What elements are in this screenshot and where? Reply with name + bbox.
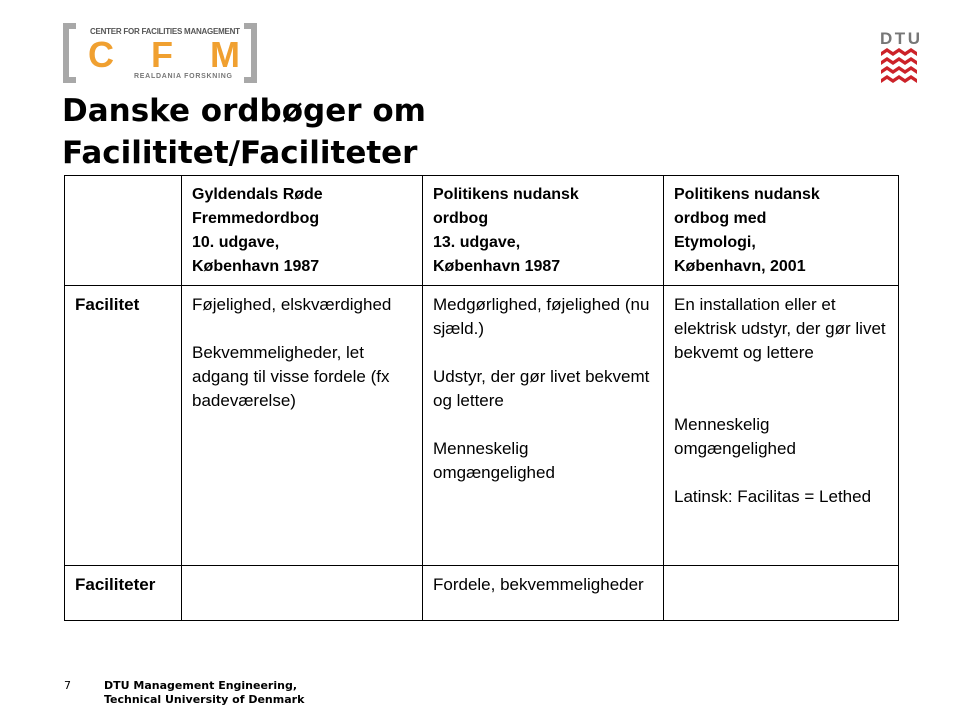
dtu-logo-text: DTU — [880, 29, 920, 48]
table-cell: En installation eller et elektrisk udstyr, der gør livet bekvemt og lettere Menneskelig omgængelighed Latinsk: Facilitas = Lethed — [664, 286, 899, 566]
table-cell: Føjelighed, elskværdighed Bekvemmeligheder, let adgang til visse fordele (fx badeværelse) — [182, 286, 423, 566]
cfm-logo-bottom-text: REALDANIA FORSKNING — [134, 73, 232, 80]
table-row — [65, 286, 899, 566]
table-row — [65, 566, 899, 621]
row-label-faciliteter: Faciliteter — [65, 566, 182, 621]
table-cell — [664, 566, 899, 621]
table-header-row — [65, 176, 899, 286]
table-cell: Fordele, bekvemmeligheder — [423, 566, 664, 621]
page-title — [62, 90, 426, 174]
dictionary-table — [64, 175, 899, 621]
footer-institution — [104, 679, 304, 707]
cfm-logo-top-text: CENTER FOR FACILITIES MANAGEMENT — [90, 27, 240, 36]
row-label-facilitet: Facilitet — [65, 286, 182, 566]
table-cell: Medgørlighed, føjelighed (nu sjæld.) Udstyr, der gør livet bekvemt og lettere Menneskelig omgængelighed — [423, 286, 664, 566]
table-cell — [182, 566, 423, 621]
cfm-logo-main-text: CFM — [88, 34, 240, 75]
footer-line-1: DTU Management Engineering, — [104, 679, 298, 692]
header-cell-politiken-2001: Politikens nudansk ordbog med Etymologi, København, 2001 — [664, 176, 899, 286]
header-cell-gyldendal: Gyldendals Røde Fremmedordbog 10. udgave, København 1987 — [182, 176, 423, 286]
header-cell-politiken-1987: Politikens nudansk ordbog 13. udgave, København 1987 — [423, 176, 664, 286]
dtu-logo — [877, 28, 923, 88]
page-number: 7 — [64, 679, 71, 692]
title-line-2: Facilititet/Faciliteter — [62, 135, 418, 171]
footer-line-2: Technical University of Denmark — [104, 693, 305, 706]
header-cell-empty — [65, 176, 182, 286]
cfm-logo — [62, 22, 258, 84]
title-line-1: Danske ordbøger om — [62, 93, 426, 129]
